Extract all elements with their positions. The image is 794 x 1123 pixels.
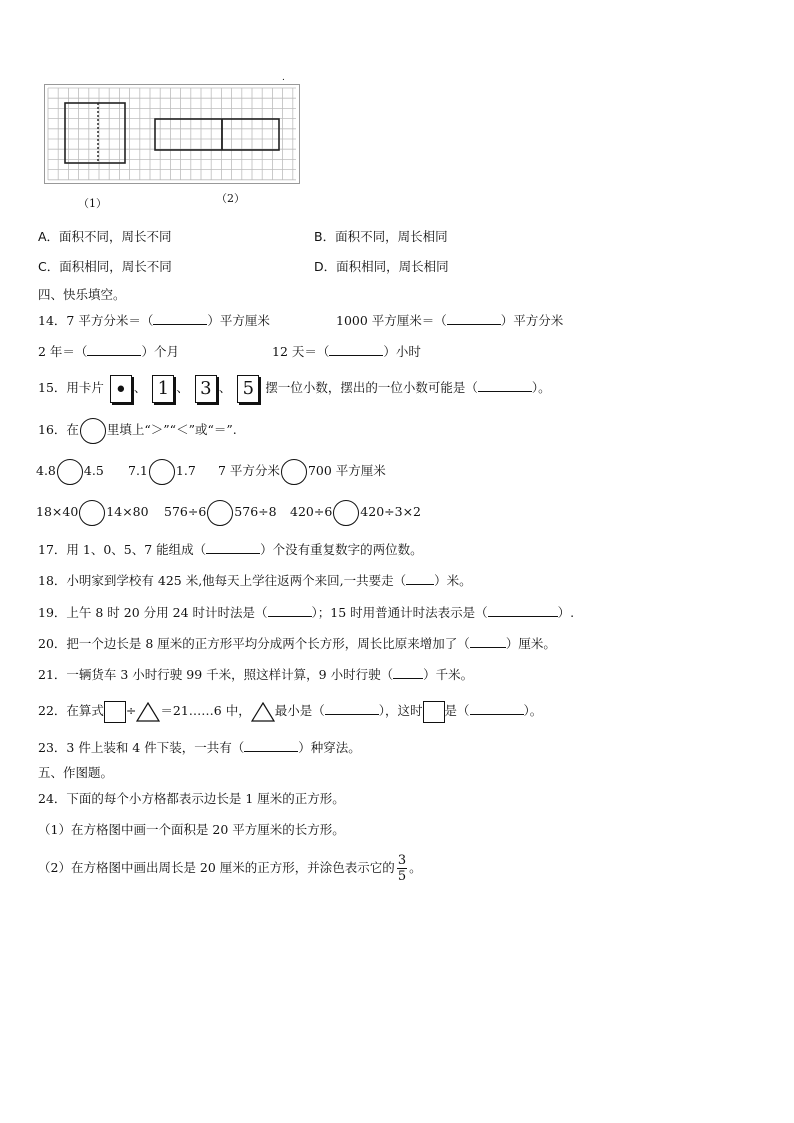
q16-row-2-item-3 [290, 498, 421, 526]
answer-blank[interactable] [244, 739, 298, 752]
compare-right: 14×80 [106, 504, 149, 519]
fraction [397, 853, 407, 884]
answer-blank[interactable] [325, 702, 379, 715]
q16-row-1-item-2 [128, 457, 196, 485]
question-17 [38, 541, 423, 558]
q16-row-2-item-2 [164, 498, 277, 526]
q14-c-pre: 2 年＝（ [38, 344, 88, 359]
compare-right: 576÷8 [234, 504, 277, 519]
card-separator: 、 [218, 380, 232, 395]
q22-is: 是（ [444, 703, 470, 718]
q18-post: ）米。 [434, 573, 472, 588]
compare-circle-input[interactable] [207, 500, 233, 526]
question-18 [38, 572, 472, 589]
q17-pre: 17．用 1、0、5、7 能组成（ [38, 542, 207, 557]
q21-pre: 21．一辆货车 3 小时行驶 99 千米，照这样计算，9 小时行驶（ [38, 667, 394, 682]
question-14-part-d [272, 343, 421, 360]
q16-post: 里填上“＞”“＜”或“＝”. [106, 422, 237, 437]
rectangle-shape [155, 119, 279, 150]
answer-blank[interactable] [447, 312, 501, 325]
question-14-part-b [336, 312, 563, 329]
answer-blank[interactable] [406, 572, 434, 585]
question-16 [38, 416, 237, 444]
q14-d-post: ）小时 [383, 344, 421, 359]
q22-div: ÷ [125, 703, 137, 718]
q16-row-1-item-1 [36, 457, 104, 485]
compare-left: 576÷6 [164, 504, 207, 519]
card-3: 3 [195, 375, 217, 403]
section-4-title: 四、快乐填空。 [38, 287, 126, 302]
question-23 [38, 739, 361, 756]
q15-post-pre: 摆一位小数，摆出的一位小数可能是（ [265, 380, 478, 395]
compare-right: 700 平方厘米 [307, 463, 386, 478]
q19-mid: ）；15 时用普通计时法表示是（ [311, 605, 488, 620]
q16-row-1-item-3 [218, 457, 386, 485]
fraction-denominator: 5 [397, 869, 407, 884]
answer-blank[interactable] [87, 343, 141, 356]
compare-left: 4.8 [36, 463, 56, 478]
q14-d-pre: 12 天＝（ [272, 344, 330, 359]
q21-post: ）千米。 [423, 667, 474, 682]
q16-row-2-item-1 [36, 498, 149, 526]
q18-pre: 18．小明家到学校有 425 米,他每天上学往返两个来回,一共要走（ [38, 573, 407, 588]
q14-a-pre: 7 平方分米＝（ [66, 313, 154, 328]
figure-label-2: （2） [216, 192, 245, 205]
question-15 [38, 374, 551, 403]
question-14-part-c [38, 343, 179, 360]
option-d: D．面积相同，周长相同 [314, 259, 449, 274]
compare-right: 1.7 [175, 463, 196, 478]
q22-min-post: ），这时 [378, 703, 423, 718]
q14-a-post: ）平方厘米 [207, 313, 270, 328]
grid-figure [44, 84, 300, 184]
compare-right: 4.5 [83, 463, 104, 478]
compare-circle-input[interactable] [333, 500, 359, 526]
q15-pre: 15．用卡片 [38, 380, 104, 395]
q22-end: ）。 [523, 703, 543, 718]
question-19 [38, 604, 574, 621]
question-14-line-1 [38, 312, 270, 329]
q22-eq: ＝21……6 中， [160, 703, 251, 718]
answer-blank[interactable] [470, 635, 506, 648]
dot-mark: . [282, 73, 285, 83]
card-5: 5 [237, 375, 259, 403]
question-20 [38, 635, 556, 652]
q14-b-post: ）平方分米 [500, 313, 564, 328]
option-a: A．面积不同，周长不同 [38, 229, 172, 244]
q22-min-pre: 最小是（ [274, 703, 325, 718]
q20-post: ）厘米。 [505, 636, 556, 651]
fraction-numerator: 3 [397, 853, 407, 868]
compare-right: 420÷3×2 [360, 504, 422, 519]
answer-blank[interactable] [478, 379, 532, 392]
question-24-part-1: （1）在方格图中画一个面积是 20 平方厘米的长方形。 [38, 822, 345, 837]
compare-circle-input[interactable] [281, 459, 307, 485]
q22-pre: 22．在算式 [38, 703, 104, 718]
q15-post-end: ）。 [531, 380, 551, 395]
compare-left: 420÷6 [290, 504, 333, 519]
answer-blank[interactable] [206, 541, 260, 554]
option-c: C．面积相同，周长不同 [38, 259, 172, 274]
triangle-icon [251, 702, 275, 722]
q14-b-pre: 1000 平方厘米＝（ [336, 313, 447, 328]
question-21 [38, 666, 473, 683]
answer-blank[interactable] [329, 343, 383, 356]
card-separator: 、 [133, 380, 147, 395]
q20-pre: 20．把一个边长是 8 厘米的正方形平均分成两个长方形，周长比原来增加了（ [38, 636, 470, 651]
q19-post: ）. [557, 605, 575, 620]
compare-circle-input[interactable] [79, 500, 105, 526]
question-24-stem: 24．下面的每个小方格都表示边长是 1 厘米的正方形。 [38, 791, 345, 806]
compare-left: 7.1 [128, 463, 148, 478]
triangle-icon [136, 702, 160, 722]
compare-left: 18×40 [36, 504, 79, 519]
q23-post: ）种穿法。 [298, 740, 361, 755]
compare-circle-input[interactable] [149, 459, 175, 485]
question-22 [38, 698, 542, 724]
answer-blank[interactable] [393, 666, 423, 679]
q14-c-post: ）个月 [141, 344, 179, 359]
square-box-icon [104, 701, 126, 723]
answer-blank[interactable] [470, 702, 524, 715]
compare-circle-icon [80, 418, 106, 444]
option-b: B．面积不同，周长相同 [314, 229, 448, 244]
figure-label-1: （1） [78, 197, 107, 210]
section-5-title: 五、作图题。 [38, 765, 114, 780]
compare-left: 7 平方分米 [218, 463, 280, 478]
q14-number: 14． [38, 313, 67, 328]
answer-blank[interactable] [488, 604, 558, 617]
q17-post: ）个没有重复数字的两位数。 [260, 542, 423, 557]
answer-blank[interactable] [268, 604, 312, 617]
square-box-icon [423, 701, 445, 723]
q24-p2-end: 。 [409, 860, 422, 875]
grid-border [45, 85, 300, 184]
answer-blank[interactable] [153, 312, 207, 325]
card-separator: 、 [176, 380, 189, 395]
compare-circle-input[interactable] [57, 459, 83, 485]
card-1: 1 [152, 375, 174, 403]
question-24-part-2 [38, 848, 422, 888]
card-dot: • [110, 375, 132, 403]
square-shape [65, 103, 125, 163]
q23-pre: 23．3 件上装和 4 件下装，一共有（ [38, 740, 245, 755]
q16-pre: 16．在 [38, 422, 79, 437]
q24-p2-text: （2）在方格图中画出周长是 20 厘米的正方形，并涂色表示它的 [38, 860, 395, 875]
q19-pre: 19．上午 8 时 20 分用 24 时计时法是（ [38, 605, 268, 620]
